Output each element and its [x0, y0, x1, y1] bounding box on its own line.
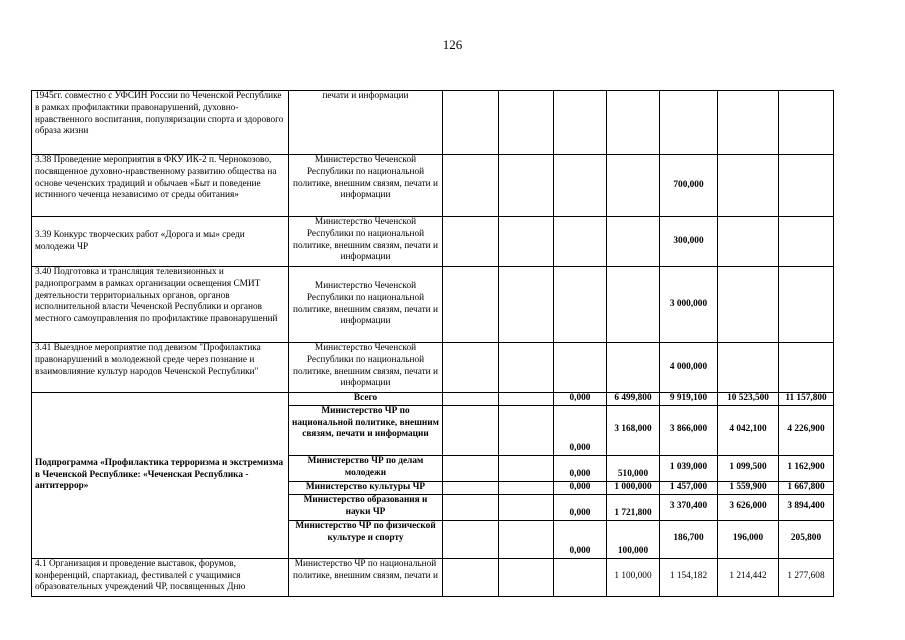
measure-description: 3.41 Выездное мероприятие под девизом "Профилактика правонарушений в молодежной среде через познание и взаимовлияние культур народов Чеченской Республики" [32, 343, 289, 393]
value-cell: 3 626,000 [718, 494, 779, 520]
value-cell: 1 214,442 [718, 558, 779, 596]
value-cell: 0,000 [554, 393, 607, 406]
value-cell [718, 343, 779, 393]
value-cell [718, 155, 779, 217]
value-cell [554, 91, 607, 155]
value-cell [554, 267, 607, 343]
executor-cell: Министерство Чеченской Республики по национальной политике, внешним связям, печати и информации [289, 267, 443, 343]
value-cell [779, 267, 834, 343]
value-cell [499, 393, 554, 406]
executor-cell: Министерство Чеченской Республики по национальной политике, внешним связям, печати и информации [289, 217, 443, 267]
measure-description: 4.1 Организация и проведение выставок, форумов, конференций, спартакиад, фестивалей с учащимися образовательных учреждений ЧР, посвященных Дню [32, 558, 289, 596]
value-cell [607, 343, 660, 393]
value-cell [718, 91, 779, 155]
value-cell: 1 667,800 [779, 481, 834, 494]
value-cell [443, 481, 499, 494]
value-cell [499, 494, 554, 520]
value-cell: 100,000 [607, 520, 660, 558]
value-cell: 0,000 [554, 455, 607, 481]
value-cell [779, 155, 834, 217]
value-cell: 205,800 [779, 520, 834, 558]
table-row [32, 217, 834, 267]
value-cell: 186,700 [660, 520, 718, 558]
value-cell [554, 155, 607, 217]
value-cell [718, 217, 779, 267]
value-cell [554, 558, 607, 596]
value-cell [499, 217, 554, 267]
value-cell: 0,000 [554, 481, 607, 494]
measure-description: 3.39 Конкурс творческих работ «Дорога и мы» среди молодежи ЧР [32, 217, 289, 267]
measure-description: 1945гг. совместно с УФСИН России по Чеченской Республике в рамках профилактики правонарушений, духовно-нравственного воспитания, популяризации спорта и здорового образа жизни [32, 91, 289, 155]
executor-cell: печати и информации [289, 91, 443, 155]
value-cell [607, 155, 660, 217]
value-cell [499, 343, 554, 393]
table-row [32, 343, 834, 393]
value-cell: 196,000 [718, 520, 779, 558]
value-cell: 1 162,900 [779, 455, 834, 481]
executor-cell: Всего [289, 393, 443, 406]
value-cell [554, 217, 607, 267]
value-cell: 0,000 [554, 494, 607, 520]
value-cell [718, 267, 779, 343]
value-cell: 1 721,800 [607, 494, 660, 520]
value-cell [443, 91, 499, 155]
executor-cell: Министерство образования и науки ЧР [289, 494, 443, 520]
value-cell [660, 91, 718, 155]
value-cell: 510,000 [607, 455, 660, 481]
value-cell: 1 154,182 [660, 558, 718, 596]
table-row [32, 155, 834, 217]
value-cell [499, 558, 554, 596]
value-cell: 3 168,000 [607, 405, 660, 455]
value-cell [443, 217, 499, 267]
value-cell: 1 099,500 [718, 455, 779, 481]
value-cell [443, 267, 499, 343]
executor-cell: Министерство Чеченской Республики по национальной политике, внешним связям, печати и информации [289, 155, 443, 217]
value-cell [554, 343, 607, 393]
subprogram-title: Подпрограмма «Профилактика терроризма и экстремизма в Чеченской Республике: «Чеченская Республика - антитеррор» [32, 393, 289, 559]
value-cell [607, 91, 660, 155]
value-cell [443, 520, 499, 558]
value-cell [443, 393, 499, 406]
value-cell: 0,000 [554, 520, 607, 558]
table-row [32, 558, 834, 596]
value-cell: 3 370,400 [660, 494, 718, 520]
executor-cell: Министерство Чеченской Республики по национальной политике, внешним связям, печати и информации [289, 343, 443, 393]
value-cell [607, 267, 660, 343]
value-cell [779, 343, 834, 393]
measure-description: 3.38 Проведение мероприятия в ФКУ ИК-2 п. Чернокозово, посвященное духовно-нравственному развитию общества на основе чеченских традиций и обычаев «Быт и поведение истинного чеченца независимо от среды обитания» [32, 155, 289, 217]
value-cell: 3 000,000 [660, 267, 718, 343]
value-cell [499, 155, 554, 217]
executor-cell: Министерство ЧР по национальной политике, внешним связям, печати и информации [289, 405, 443, 455]
value-cell [607, 217, 660, 267]
value-cell: 1 277,608 [779, 558, 834, 596]
value-cell [499, 520, 554, 558]
value-cell [499, 91, 554, 155]
measure-description: 3.40 Подготовка и трансляция телевизионных и радиопрограмм в рамках организации освещения СМИТ деятельности территориальных органов, органов исполнительной власти Чеченской Республики и органов местного самоуправления по профилактике правонарушений [32, 267, 289, 343]
value-cell [779, 91, 834, 155]
executor-cell: Министерство ЧР по физической культуре и спорту [289, 520, 443, 558]
executor-cell: Министерство ЧР по делам молодежи [289, 455, 443, 481]
value-cell: 4 226,900 [779, 405, 834, 455]
executor-cell: Министерство культуры ЧР [289, 481, 443, 494]
table-row [32, 267, 834, 343]
table-row [32, 91, 834, 155]
value-cell: 1 457,000 [660, 481, 718, 494]
value-cell [499, 481, 554, 494]
value-cell: 1 039,000 [660, 455, 718, 481]
value-cell [499, 455, 554, 481]
value-cell: 3 894,400 [779, 494, 834, 520]
value-cell [443, 343, 499, 393]
value-cell: 1 100,000 [607, 558, 660, 596]
value-cell [499, 267, 554, 343]
value-cell: 300,000 [660, 217, 718, 267]
value-cell: 1 000,000 [607, 481, 660, 494]
value-cell [443, 558, 499, 596]
value-cell: 4 042,100 [718, 405, 779, 455]
value-cell: 10 523,500 [718, 393, 779, 406]
program-table [31, 90, 834, 597]
value-cell: 0,000 [554, 405, 607, 455]
page-number: 126 [442, 37, 463, 52]
value-cell: 6 499,800 [607, 393, 660, 406]
value-cell [443, 405, 499, 455]
value-cell: 11 157,800 [779, 393, 834, 406]
executor-cell: Министерство ЧР по национальной политике, внешним связям, печати и [289, 558, 443, 596]
value-cell [443, 455, 499, 481]
value-cell [499, 405, 554, 455]
value-cell [443, 494, 499, 520]
value-cell: 9 919,100 [660, 393, 718, 406]
value-cell [443, 155, 499, 217]
value-cell: 3 866,000 [660, 405, 718, 455]
value-cell: 700,000 [660, 155, 718, 217]
value-cell [779, 217, 834, 267]
subprogram-total-row [32, 393, 834, 406]
value-cell: 1 559,900 [718, 481, 779, 494]
value-cell: 4 000,000 [660, 343, 718, 393]
